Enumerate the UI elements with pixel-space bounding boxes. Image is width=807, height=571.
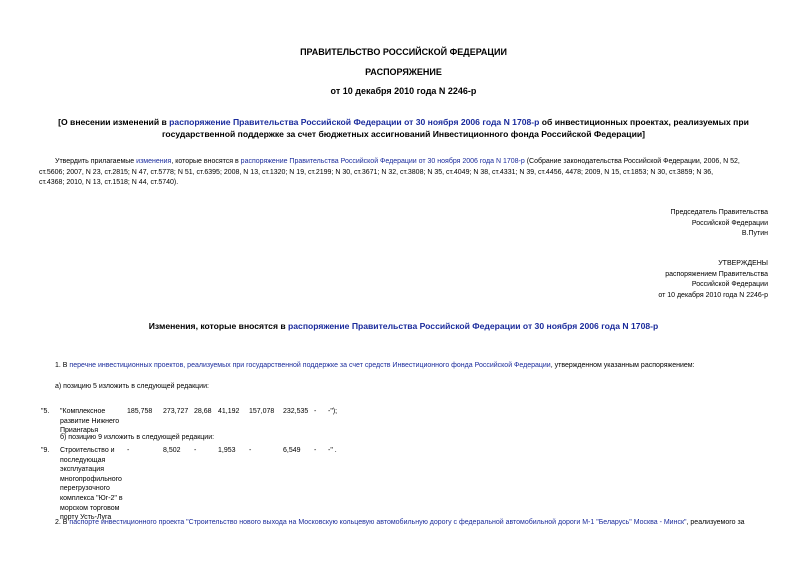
row-5-name-line-2: развитие Нижнего <box>60 417 120 425</box>
intro-text-1: Утвердить прилагаемые <box>55 158 137 165</box>
approved-heading: УТВЕРЖДЕНЫ <box>718 260 768 267</box>
row-9-value-3: - <box>194 447 197 454</box>
intro-text-line2: ст.5606; 2007, N 23, ст.2815; N 47, ст.5778; N 51, ст.6395; 2008, N 13, ст.1320; N 19, ст.2199; N 30, ст.3671; N 32, ст.3808; N 35, ст.4049; N 38, ст.4331; N 39, ст.4456, 4478; 2009, N 15, ст.1853; N 30, ст.3859; N 36, <box>39 168 714 176</box>
approved-date: от 10 декабря 2010 года N 2246-р <box>658 291 768 299</box>
row-5-value-5: 157,078 <box>249 408 275 415</box>
row-9-name-line-3: эксплуатация <box>60 466 104 474</box>
item-1-text-2: , утвержденном указанным распоряжением: <box>550 362 695 369</box>
row-5-value-2: 273,727 <box>163 408 189 415</box>
row-9-value-4: 1,953 <box>218 447 236 454</box>
row-9-number: "9. <box>41 447 50 454</box>
intro-link-changes[interactable]: изменения <box>136 158 172 165</box>
row-9-value-7: - <box>314 447 317 454</box>
title-text-open: [О внесении изменений в <box>58 117 170 127</box>
row-5-number: "5. <box>41 408 50 415</box>
row-9-value-1: - <box>127 447 130 454</box>
row-5-name-line-1: "Комплексное <box>60 408 106 415</box>
changes-title-text: Изменения, которые вносятся в <box>148 321 289 331</box>
row-9-name-line-4: многопрофильного <box>60 475 122 483</box>
title-link-1708r[interactable]: распоряжение Правительства Российской Федерации от 30 ноября 2006 года N 1708-р <box>169 117 540 127</box>
document-type-heading: РАСПОРЯЖЕНИЕ <box>365 67 442 77</box>
row-5-value-4: 41,192 <box>218 408 240 415</box>
row-9-name-line-6: комплекса "Юг-2" в <box>60 494 123 502</box>
row-9-value-6: 6,549 <box>283 447 301 454</box>
row-9-name-line-7: морском торговом <box>60 504 120 512</box>
approved-block <box>658 259 768 301</box>
row-9-name-line-2: последующая <box>60 456 106 464</box>
document-date-number: от 10 декабря 2010 года N 2246-р <box>330 86 477 96</box>
signature-block <box>671 208 768 240</box>
item-2-paragraph <box>55 518 801 529</box>
row-5-name-line-3: Приангарья <box>60 427 99 435</box>
row-9-name-line-8: порту Усть-Луга <box>60 514 112 522</box>
row-9-name-line-5: перегрузочного <box>60 485 110 493</box>
title-text-rest: об инвестиционных проектах, реализуемых при <box>539 117 749 127</box>
changes-title <box>0 321 807 331</box>
item-1-link-investment-projects-list[interactable]: перечне инвестиционных проектов, реализуемых при государственной поддержке за счет средств Инвестиционного фонда Российской Федерации <box>69 362 551 369</box>
intro-link-1708r[interactable]: распоряжение Правительства Российской Федерации от 30 ноября 2006 года N 1708-р <box>240 158 525 165</box>
row-5-value-3: 28,68 <box>194 408 212 415</box>
title-text-line2: государственной поддержке за счет бюджетных ассигнований Инвестиционного фонда Российской Федерации] <box>161 129 646 139</box>
document-title <box>0 116 807 140</box>
signature-country: Российской Федерации <box>691 219 768 227</box>
intro-text-line3: ст.4368; 2010, N 13, ст.1518; N 44, ст.5740). <box>39 179 179 186</box>
row-9-project-name <box>60 446 123 523</box>
signature-name: В.Путин <box>741 230 768 237</box>
approved-by: распоряжением Правительства <box>665 270 768 278</box>
row-5-value-7: - <box>314 408 317 415</box>
row-5-project-name <box>60 407 119 436</box>
item-a-paragraph: а) позицию 5 изложить в следующей редакции: <box>55 383 209 390</box>
intro-text-2: , которые вносятся в <box>171 158 241 165</box>
approved-country: Российской Федерации <box>691 281 768 288</box>
row-5-value-1: 185,758 <box>127 408 153 415</box>
row-9-name-line-1: Строительство и <box>60 447 115 454</box>
signature-position: Председатель Правительства <box>670 209 768 216</box>
row-5-value-8: -"); <box>328 408 338 415</box>
changes-title-link-1708r[interactable]: распоряжение Правительства Российской Федерации от 30 ноября 2006 года N 1708-р <box>288 321 659 331</box>
item-b-paragraph: б) позицию 9 изложить в следующей редакции: <box>60 434 215 441</box>
row-9-value-2: 8,502 <box>163 447 181 454</box>
government-heading: ПРАВИТЕЛЬСТВО РОССИЙСКОЙ ФЕДЕРАЦИИ <box>300 47 507 57</box>
row-9-value-5: - <box>249 447 252 454</box>
item-2-text-2: , реализуемого за <box>686 519 745 526</box>
item-2-link-project-passport[interactable]: паспорте инвестиционного проекта "Строительство нового выхода на Московскую кольцевую автомобильную дорогу с федеральной автомобильной дороги М-1 "Беларусь" Москва - Минск" <box>69 519 687 526</box>
item-1-text-1: 1. В <box>55 362 70 369</box>
row-9-value-8: -" . <box>328 447 337 454</box>
item-1-paragraph <box>55 361 695 372</box>
intro-paragraph <box>39 157 779 189</box>
intro-text-3: (Собрание законодательства Российской Федерации, 2006, N 52, <box>524 158 740 165</box>
item-2-text-1: 2. В <box>55 519 70 526</box>
row-5-value-6: 232,535 <box>283 408 309 415</box>
